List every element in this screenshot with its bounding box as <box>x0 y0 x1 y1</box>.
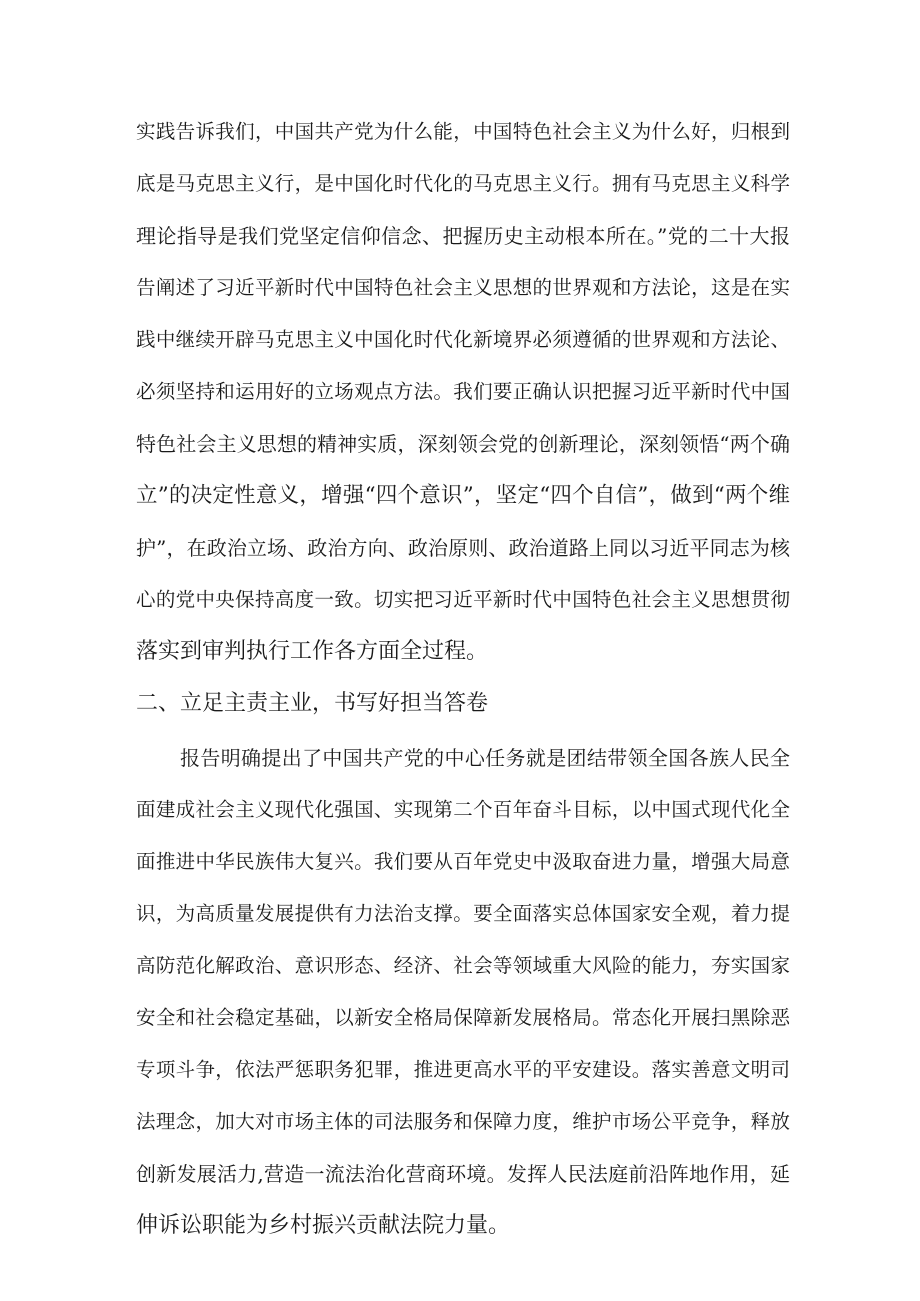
paragraph-line: 落实到审判执行工作各方面全过程。 <box>136 639 489 664</box>
paragraph-line: 报告明确提出了中国共产党的中心任务就是团结带领全国各族人民全 <box>180 746 790 770</box>
paragraph-line: 理论指导是我们党坚定信仰信念、把握历史主动根本所在。”党的二十大报 <box>136 224 790 248</box>
paragraph-line: 底是马克思主义行，是中国化时代化的马克思主义行。拥有马克思主义科学 <box>136 172 790 195</box>
section-heading: 二、立足主责主业，书写好担当答卷 <box>136 691 489 716</box>
paragraph-line: 实践告诉我们，中国共产党为什么能，中国特色社会主义为什么好，归根到 <box>136 120 790 143</box>
paragraph-line: 特色社会主义思想的精神实质，深刻领会党的创新理论，深刻领悟“两个确 <box>136 432 790 456</box>
paragraph-line: 面推进中华民族伟大复兴。我们要从百年党史中汲取奋进力量，增强大局意 <box>136 850 790 873</box>
paragraph-line: 面建成社会主义现代化强国、实现第二个百年奋斗目标，以中国式现代化全 <box>136 798 790 821</box>
paragraph-line: 创新发展活力,营造一流法治化营商环境。发挥人民法庭前沿阵地作用，延 <box>136 1162 790 1186</box>
paragraph-line: 必须坚持和运用好的立场观点方法。我们要正确认识把握习近平新时代中国 <box>136 380 790 403</box>
paragraph-line: 践中继续开辟马克思主义中国化时代化新境界必须遵循的世界观和方法论、 <box>136 328 790 351</box>
paragraph-line: 立”的决定性意义，增强“四个意识”，坚定“四个自信”，做到“两个维 <box>136 483 790 508</box>
paragraph-line: 法理念，加大对市场主体的司法服务和保障力度，维护市场公平竞争，释放 <box>136 1110 790 1133</box>
paragraph-line: 专项斗争，依法严惩职务犯罪，推进更高水平的平安建设。落实善意文明司 <box>136 1058 790 1081</box>
paragraph-line: 伸诉讼职能为乡村振兴贡献法院力量。 <box>136 1213 511 1238</box>
paragraph-line: 护”，在政治立场、政治方向、政治原则、政治道路上同以习近平同志为核 <box>136 536 790 560</box>
paragraph-line: 心的党中央保持高度一致。切实把习近平新时代中国特色社会主义思想贯彻 <box>136 588 790 611</box>
paragraph-line: 安全和社会稳定基础，以新安全格局保障新发展格局。常态化开展扫黑除恶 <box>136 1006 790 1029</box>
paragraph-line: 告阐述了习近平新时代中国特色社会主义思想的世界观和方法论，这是在实 <box>136 276 790 299</box>
paragraph-line: 识，为高质量发展提供有力法治支撑。要全面落实总体国家安全观，着力提 <box>136 902 790 925</box>
paragraph-line: 高防范化解政治、意识形态、经济、社会等领域重大风险的能力，夯实国家 <box>136 954 790 977</box>
